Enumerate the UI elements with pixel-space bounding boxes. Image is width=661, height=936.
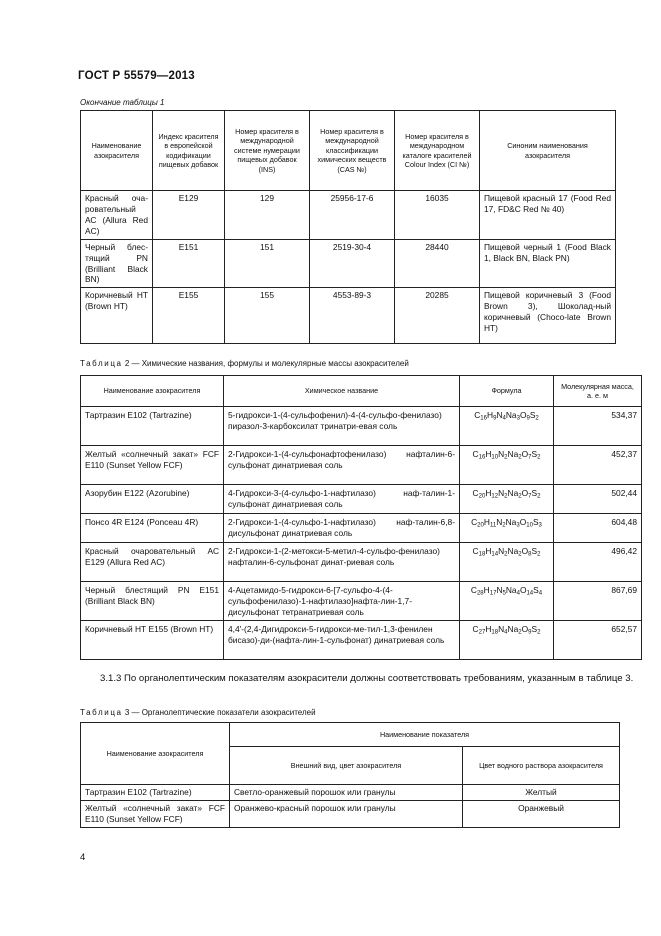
table3-header-name: Наименование азокрасителя xyxy=(81,723,230,785)
table3-cell-appearance: Светло-оранжевый порошок или гранулы xyxy=(230,785,463,801)
table3-caption-label: Таблица xyxy=(80,708,123,717)
table1-cell-eu: E151 xyxy=(153,239,225,288)
table2-cell-chemical-name: 5-гидрокси-1-(4-сульфофенил)-4-(4-сульфо-фенилазо) пиразол-3-карбоксилат тринатри-евая соль xyxy=(224,407,460,446)
table2-cell-mass: 452,37 xyxy=(554,446,642,485)
table2-cell-formula: $C_{28}H_{17}N_5Na_4O_{14}S_4$ xyxy=(460,581,554,621)
table1-cell-synonym: Пищевой коричневый 3 (Food Brown 3), Шоколад-ный коричневый (Choco-late Brown HT) xyxy=(480,288,616,344)
table1-cell-synonym: Пищевой красный 17 (Food Red 17, FD&C Red № 40) xyxy=(480,191,616,240)
table3-cell-solution: Оранжевый xyxy=(463,800,620,827)
table1-header-ins: Номер красителя в международной системе нумерации пищевых добавок (INS) xyxy=(225,111,310,191)
table1-cell-cas: 4553-89-3 xyxy=(310,288,395,344)
page-number: 4 xyxy=(80,852,86,863)
table2-caption xyxy=(80,359,409,368)
table1-cell-cas: 2519-30-4 xyxy=(310,239,395,288)
table1-row xyxy=(81,239,616,288)
table2-cell-mass: 867,69 xyxy=(554,581,642,621)
table1-cell-ci: 28440 xyxy=(395,239,480,288)
table2-row xyxy=(81,513,642,542)
table1-cell-ci: 20285 xyxy=(395,288,480,344)
table1-caption: Окончание таблицы 1 xyxy=(80,98,165,107)
table1-row xyxy=(81,288,616,344)
table2-cell-chemical-name: 4,4'-(2,4-Дигидрокси-5-гидрокси-ме-тил-1,3-фенилен бисазо)-ди-(нафта-лин-1-сульфонат) динатриевая соль xyxy=(224,621,460,660)
table1 xyxy=(80,110,616,344)
table2-cell-formula: $C_{16}H_9N_4Na_3O_9S_2$ xyxy=(460,407,554,446)
table2-cell-formula: $C_{20}H_{12}N_2Na_2O_7S_2$ xyxy=(460,485,554,514)
table2-cell-name: Черный блестящий PN E151 (Brilliant Black BN) xyxy=(81,581,224,621)
table2-header-chemical-name: Химическое название xyxy=(224,376,460,407)
table1-cell-name: Красный оча-ровательный АС (Allura Red AC) xyxy=(81,191,153,240)
table2-cell-name: Азорубин Е122 (Azorubine) xyxy=(81,485,224,514)
table2-row xyxy=(81,485,642,514)
table3-cell-appearance: Оранжево-красный порошок или гранулы xyxy=(230,800,463,827)
table1-cell-name: Коричневый НТ (Brown HT) xyxy=(81,288,153,344)
table2-cell-mass: 534,37 xyxy=(554,407,642,446)
table2-row xyxy=(81,621,642,660)
table2-header-mass: Молекулярная масса, а. е. м xyxy=(554,376,642,407)
table1-row xyxy=(81,191,616,240)
table2-cell-name: Желтый «солнечный закат» FCF E110 (Sunset Yellow FCF) xyxy=(81,446,224,485)
table2-cell-chemical-name: 2-Гидрокси-1-(2-метокси-5-метил-4-сульфо-фенилазо) нафталин-6-сульфонат динат-риевая соль xyxy=(224,542,460,581)
table3 xyxy=(80,722,620,828)
table2 xyxy=(80,375,642,660)
table2-cell-chemical-name: 2-Гидрокси-1-(4-сульфонафтофенилазо) нафталин-6-сульфонат динатриевая соль xyxy=(224,446,460,485)
table2-cell-mass: 652,57 xyxy=(554,621,642,660)
table3-header-appearance: Внешний вид, цвет азокрасителя xyxy=(230,747,463,785)
table2-cell-chemical-name: 4-Ацетамидо-5-гидрокси-6-[7-сульфо-4-(4-сульфофенилазо)-1-нафтилазо]нафта-лин-1,7-дисульфонат тетранатриевая соль xyxy=(224,581,460,621)
table2-row xyxy=(81,542,642,581)
table1-cell-eu: E129 xyxy=(153,191,225,240)
table3-row xyxy=(81,785,620,801)
paragraph-3-1-3: 3.1.3 По органолептическим показателям азокрасители должны соответствовать требованиям, указанным в таблице 3. xyxy=(100,673,634,684)
table1-cell-ins: 129 xyxy=(225,191,310,240)
table3-cell-name: Тартразин Е102 (Tartrazine) xyxy=(81,785,230,801)
table1-cell-synonym: Пищевой черный 1 (Food Black 1, Black BN, Black PN) xyxy=(480,239,616,288)
table2-cell-formula: $C_{16}H_{10}N_2Na_2O_7S_2$ xyxy=(460,446,554,485)
table3-cell-name: Желтый «солнечный закат» FCF E110 (Sunset Yellow FCF) xyxy=(81,800,230,827)
table2-row xyxy=(81,446,642,485)
table2-row xyxy=(81,407,642,446)
table2-cell-name: Коричневый НТ Е155 (Brown HT) xyxy=(81,621,224,660)
table3-row xyxy=(81,800,620,827)
table1-header-name: Наименование азокрасителя xyxy=(81,111,153,191)
table2-cell-formula: $C_{20}H_{11}N_2Na_3O_{10}S_3$ xyxy=(460,513,554,542)
table2-row xyxy=(81,581,642,621)
table2-cell-chemical-name: 4-Гидрокси-3-(4-сульфо-1-нафтилазо) наф-талин-1-сульфонат динатриевая соль xyxy=(224,485,460,514)
table1-header-synonym: Синоним наименования азокрасителя xyxy=(480,111,616,191)
table1-header-cas: Номер красителя в международной классификации химических веществ (CAS №) xyxy=(310,111,395,191)
table1-cell-name: Черный блес-тящий PN (Brilliant Black BN) xyxy=(81,239,153,288)
table2-caption-text: 2 — Химические названия, формулы и молекулярные массы азокрасителей xyxy=(124,359,409,368)
table3-header-solution-color: Цвет водного раствора азокрасителя xyxy=(463,747,620,785)
table2-header-name: Наименование азокрасителя xyxy=(81,376,224,407)
table3-caption-text: 3 — Органолептические показатели азокрасителей xyxy=(124,708,316,717)
table2-cell-mass: 502,44 xyxy=(554,485,642,514)
table2-cell-name: Понсо 4R E124 (Ponceau 4R) xyxy=(81,513,224,542)
table2-cell-formula: $C_{18}H_{14}N_2Na_2O_8S_2$ xyxy=(460,542,554,581)
table2-cell-formula: $C_{27}H_{18}N_4Na_2O_9S_2$ xyxy=(460,621,554,660)
table1-cell-cas: 25956-17-6 xyxy=(310,191,395,240)
document-title: ГОСТ Р 55579—2013 xyxy=(78,70,195,82)
table1-cell-ci: 16035 xyxy=(395,191,480,240)
table1-header-eu-index: Индекс красителя в европейской кодификации пищевых добавок xyxy=(153,111,225,191)
table1-cell-ins: 151 xyxy=(225,239,310,288)
table2-cell-name: Тартразин Е102 (Tartrazine) xyxy=(81,407,224,446)
table1-header-ci: Номер красителя в международном каталоге красителей Colour Index (CI №) xyxy=(395,111,480,191)
table2-header-formula: Формула xyxy=(460,376,554,407)
table2-caption-label: Таблица xyxy=(80,359,123,368)
table1-cell-ins: 155 xyxy=(225,288,310,344)
table2-cell-name: Красный очаровательный АС Е129 (Allura Red AC) xyxy=(81,542,224,581)
table2-cell-mass: 604,48 xyxy=(554,513,642,542)
table3-header-group: Наименование показателя xyxy=(230,723,620,747)
table1-cell-eu: E155 xyxy=(153,288,225,344)
table3-cell-solution: Желтый xyxy=(463,785,620,801)
table3-caption xyxy=(80,708,316,717)
table2-cell-mass: 496,42 xyxy=(554,542,642,581)
table2-cell-chemical-name: 2-Гидрокси-1-(4-сульфо-1-нафтилазо) наф-талин-6,8-дисульфонат динатриевая соль xyxy=(224,513,460,542)
